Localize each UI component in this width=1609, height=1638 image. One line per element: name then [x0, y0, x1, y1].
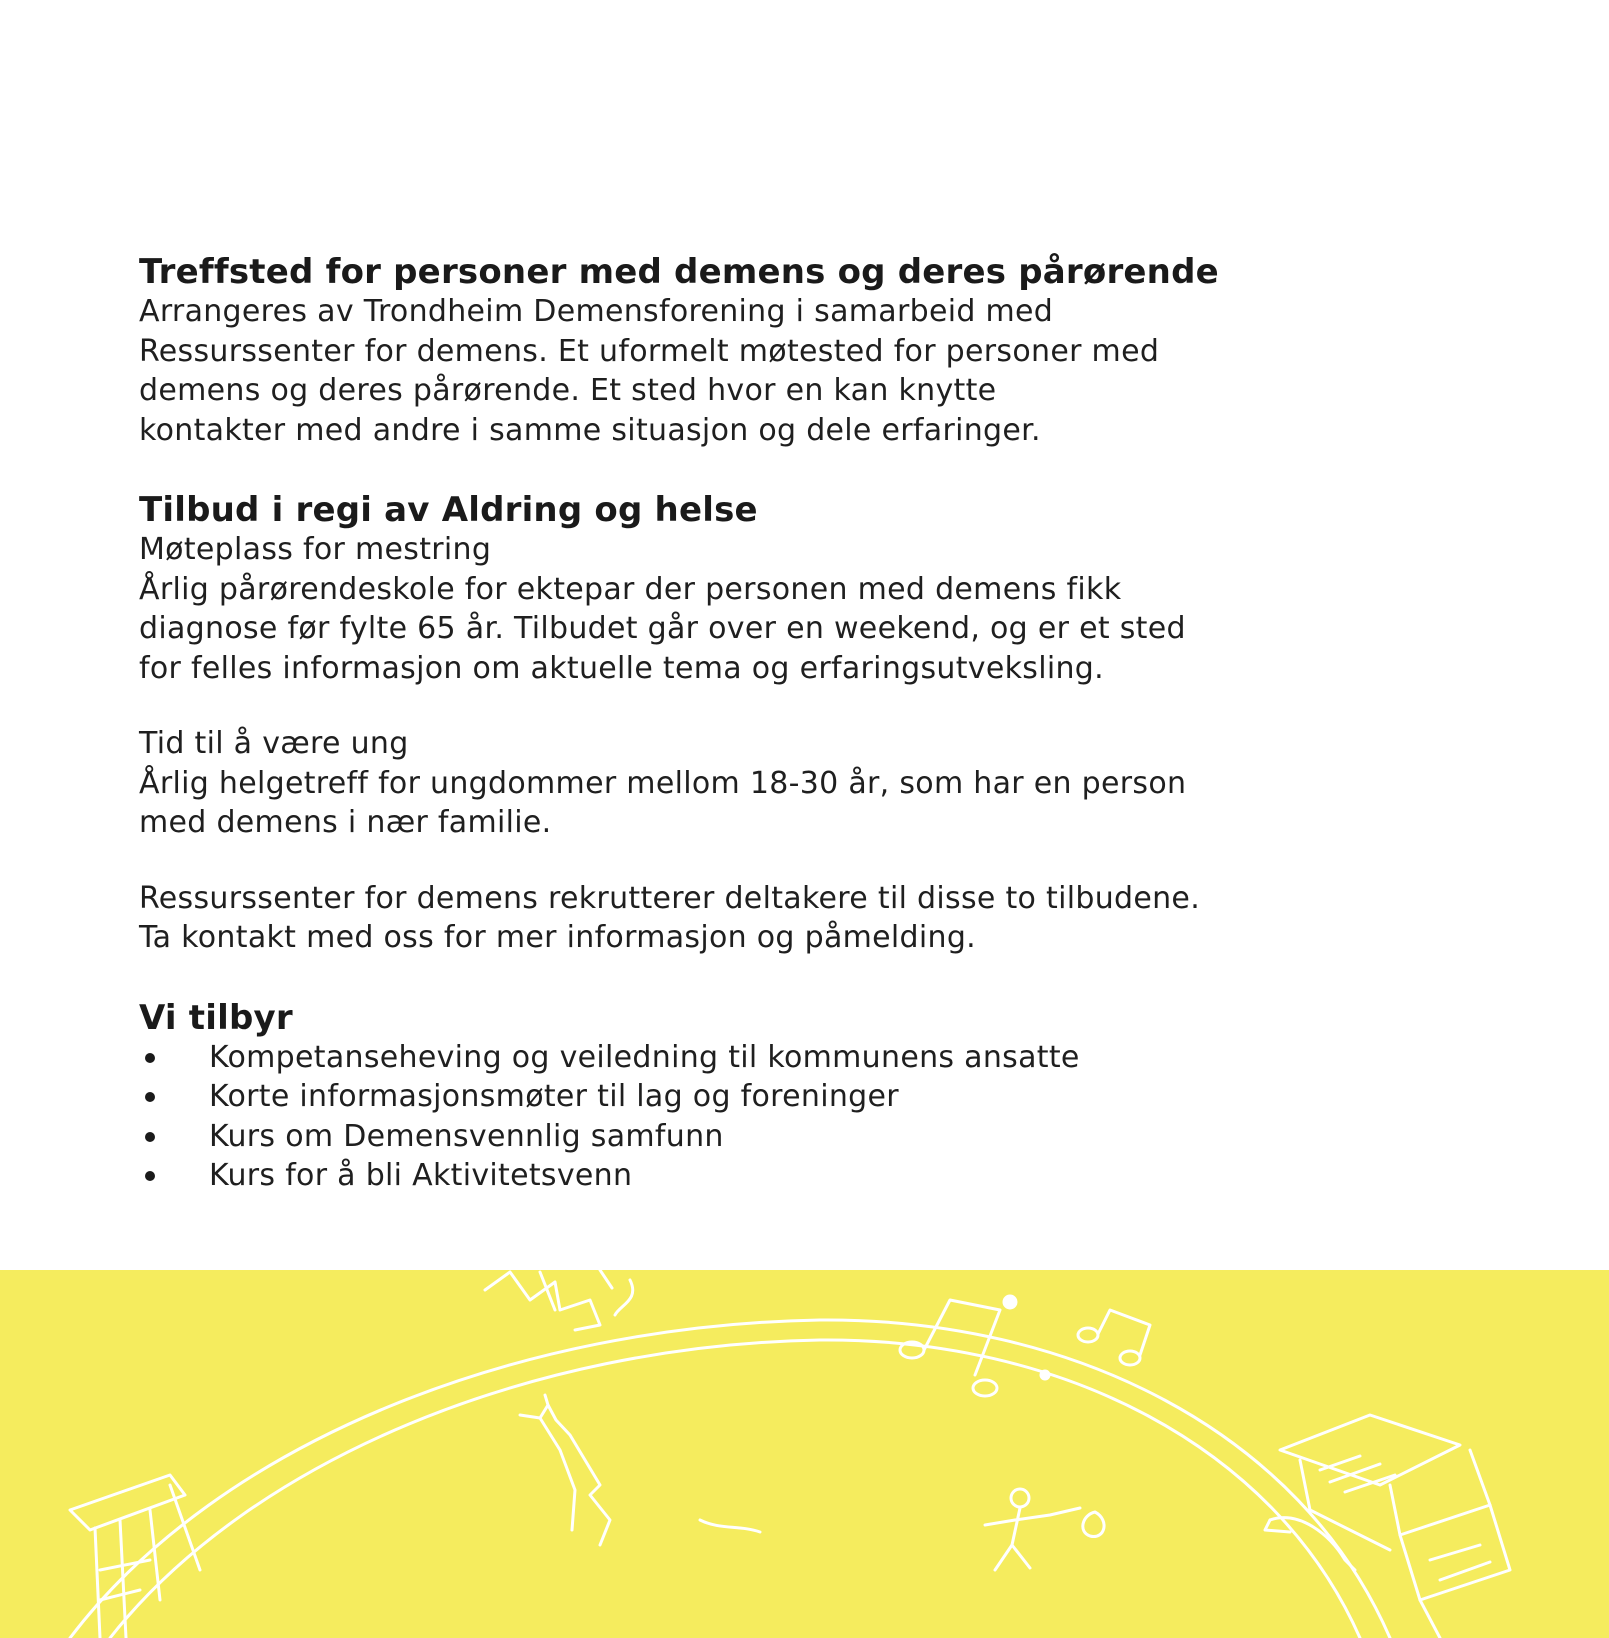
list-item-label: Kompetanseheving og veiledning til kommunens ansatte — [209, 1039, 1080, 1075]
tilbud-block1-line-2: Årlig pårørendeskole for ektepar der personen med demens fikk — [139, 571, 1122, 607]
tilbud-block2-line-2: Årlig helgetreff for ungdommer mellom 18-30 år, som har en person — [139, 765, 1187, 801]
statue-icon — [520, 1395, 610, 1545]
heading-treffsted: Treffsted for personer med demens og deres pårørende — [139, 252, 1219, 292]
list-item — [139, 1117, 1539, 1157]
bullet-icon — [145, 1132, 155, 1142]
globe-arc-inner-icon — [110, 1340, 1360, 1638]
tilbud-block3-line-2: Ta kontakt med oss for mer informasjon og påmelding. — [139, 920, 977, 955]
tilbud-block2-line-3: med demens i nær familie. — [139, 805, 552, 840]
list-item — [139, 1156, 1539, 1196]
spacer — [139, 450, 1539, 490]
list-item — [139, 1038, 1539, 1078]
bullet-icon — [145, 1092, 155, 1102]
offer-list — [139, 1038, 1539, 1196]
bullet-icon — [145, 1171, 155, 1181]
city-globe-illustration — [0, 1270, 1609, 1638]
tilbud-block2-line-1: Tid til å være ung — [139, 726, 409, 761]
tilbud-block1-line-4: for felles informasjon om aktuelle tema og erfaringsutveksling. — [139, 650, 1104, 686]
treffsted-line-1: Arrangeres av Trondheim Demensforening i samarbeid med — [139, 294, 1054, 329]
list-item-label: Korte informasjonsmøter til lag og foreninger — [209, 1079, 899, 1114]
footer-illustration-band — [0, 1270, 1609, 1638]
walking-person-icon — [985, 1489, 1104, 1570]
spacer — [139, 688, 1539, 724]
globe-arc-icon — [70, 1320, 1390, 1638]
treffsted-line-2: Ressurssenter for demens. Et uformelt møtested for personer med — [139, 333, 1160, 369]
list-item-label: Kurs for å bli Aktivitetsvenn — [209, 1158, 633, 1193]
treffsted-line-3: demens og deres pårørende. Et sted hvor en kan knytte — [139, 373, 997, 408]
tilbud-block1-line-3: diagnose før fylte 65 år. Tilbudet går over en weekend, og er et sted — [139, 611, 1186, 646]
squiggle-icon — [615, 1280, 633, 1315]
skyline-icon — [485, 1270, 612, 1330]
heading-vi-tilbyr: Vi tilbyr — [139, 997, 293, 1038]
list-item — [139, 1077, 1539, 1117]
treffsted-line-4: kontakter med andre i samme situasjon og dele erfaringer. — [139, 412, 1041, 448]
list-item-label: Kurs om Demensvennlig samfunn — [209, 1118, 724, 1154]
spacer — [139, 843, 1539, 879]
squiggle-icon — [700, 1520, 760, 1532]
tilbud-block1-line-1: Møteplass for mestring — [139, 532, 492, 567]
main-content — [139, 252, 1539, 1196]
tilbud-block3-line-1: Ressurssenter for demens rekrutterer deltakere til disse to tilbudene. — [139, 880, 1201, 916]
bullet-icon — [145, 1053, 155, 1063]
spacer — [139, 958, 1539, 998]
heading-tilbud: Tilbud i regi av Aldring og helse — [139, 490, 758, 530]
